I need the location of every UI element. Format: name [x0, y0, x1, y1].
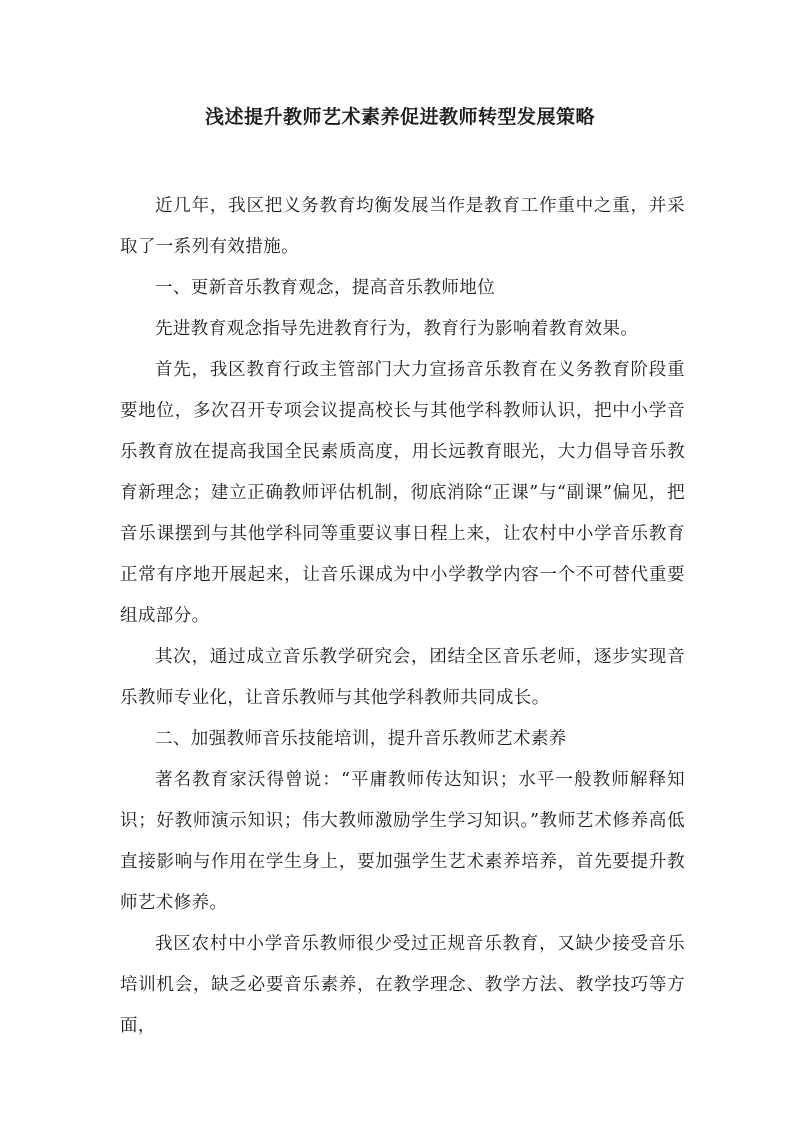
paragraph: 其次，通过成立音乐教学研究会，团结全区音乐老师，逐步实现音乐教师专业化，让音乐教师与其他学科教师共同成长。	[120, 647, 685, 708]
paragraph: 先进教育观念指导先进教育行为，教育行为影响着教育效果。	[155, 319, 639, 339]
paragraph-intro: 近几年，我区把义务教育均衡发展当作是教育工作重中之重，并采取了一系列有效措施。	[120, 196, 685, 257]
document-title: 浅述提升教师艺术素养促进教师转型发展策略	[204, 106, 595, 128]
paragraph: 我区农村中小学音乐教师很少受过正规音乐教育，又缺少接受音乐培训机会，缺乏必要音乐素养，在教学理念、教学方法、教学技巧等方面，	[120, 934, 685, 1036]
paragraph: 著名教育家沃得曾说：“平庸教师传达知识；水平一般教师解释知识；好教师演示知识；伟大教师激励学生学习知识。”教师艺术修养高低直接影响与作用在学生身上，要加强学生艺术素养培养，首先要提升教师艺术修养。	[120, 770, 685, 913]
section-heading-2: 二、加强教师音乐技能培训，提升音乐教师艺术素养	[155, 729, 567, 749]
paragraph: 首先，我区教育行政主管部门大力宣扬音乐教育在义务教育阶段重要地位，多次召开专项会议提高校长与其他学科教师认识，把中小学音乐教育放在提高我国全民素质高度，用长远教育眼光，大力倡导音乐教育新理念；建立正确教师评估机制，彻底消除“正课”与“副课”偏见，把音乐课摆到与其他学科同等重要议事日程上来，让农村中小学音乐教育正常有序地开展起来，让音乐课成为中小学教学内容一个不可替代重要组成部分。	[120, 360, 685, 626]
document-body	[120, 186, 685, 1047]
section-heading-1: 一、更新音乐教育观念，提高音乐教师地位	[155, 278, 496, 298]
